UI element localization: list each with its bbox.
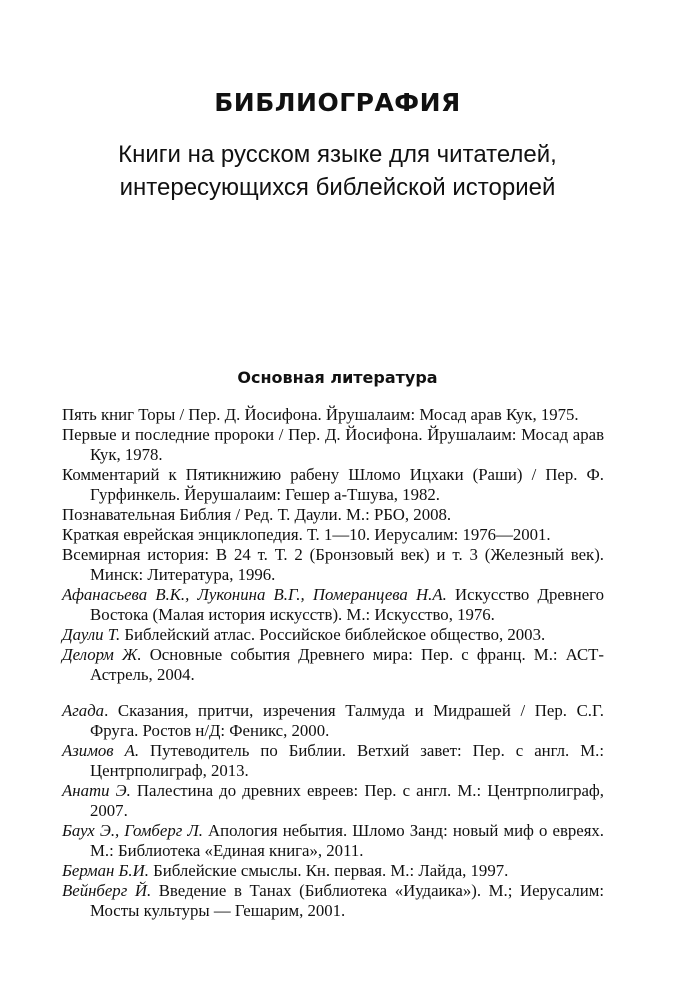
- bibliography-entry: [62, 405, 604, 425]
- bibliography-entry: [62, 701, 604, 741]
- bibliography-entry: [62, 821, 604, 861]
- bibliography-entry: [62, 741, 604, 781]
- page-title: БИБЛИОГРАФИЯ: [214, 88, 461, 117]
- bibliography-entry: [62, 881, 604, 921]
- bibliography-entry: [62, 585, 604, 625]
- entry-author: Берман Б.И.: [62, 861, 149, 880]
- section-heading: Основная литература: [237, 368, 438, 387]
- entry-text: Искусство Древнего Востока (Малая история искусств). М.: Искусство, 1976.: [90, 585, 605, 624]
- entry-text: Комментарий к Пятикнижию рабену Шломо Ицхаки (Раши) / Пер. Ф. Гурфинкель. Йерушалаим: Гешер а-Тшува, 1982.: [62, 465, 604, 504]
- entry-author: Баух Э., Гомберг Л.: [62, 821, 203, 840]
- entry-text: Введение в Танах (Библиотека «Иудаика»). М.; Иерусалим: Мосты культуры — Гешарим, 2001.: [90, 881, 604, 920]
- entry-author: Вейнберг Й.: [62, 881, 152, 900]
- bibliography-entry: [62, 505, 604, 525]
- main-bibliography-list: [62, 405, 604, 685]
- bibliography-entry: [62, 625, 604, 645]
- additional-bibliography-list: [62, 701, 604, 921]
- entry-text: Апология небытия. Шломо Занд: новый миф о евреях. М.: Библиотека «Единая книга», 2011.: [90, 821, 605, 860]
- entry-text: Всемирная история: В 24 т. Т. 2 (Бронзовый век) и т. 3 (Железный век). Минск: Литература, 1996.: [62, 545, 604, 584]
- entry-text: Библейские смыслы. Кн. первая. М.: Лайда, 1997.: [148, 861, 509, 880]
- bibliography-entry: [62, 465, 604, 505]
- entry-author: Агада: [62, 701, 105, 720]
- entry-author: Азимов А.: [62, 741, 140, 760]
- entry-author: Делорм Ж.: [62, 645, 142, 664]
- entry-text: Основные события Древнего мира: Пер. с франц. М.: АСТ-Астрель, 2004.: [90, 645, 605, 684]
- bibliography-entry: [62, 525, 604, 545]
- entry-text: Первые и последние пророки / Пер. Д. Йосифона. Йрушалаим: Мосад арав Кук, 1978.: [62, 425, 604, 464]
- entry-text: Библейский атлас. Российское библейское общество, 2003.: [120, 625, 546, 644]
- entry-text: Познавательная Библия / Ред. Т. Даули. М.: РБО, 2008.: [62, 505, 452, 524]
- entry-text: Пять книг Торы / Пер. Д. Йосифона. Йрушалаим: Мосад арав Кук, 1975.: [62, 405, 579, 424]
- entry-author: Даули Т.: [62, 625, 121, 644]
- bibliography-entry: [62, 645, 604, 685]
- bibliography-entry: [62, 781, 604, 821]
- subtitle-line-2: интересующихся библейской историей: [119, 174, 556, 201]
- bibliography-entry: [62, 545, 604, 585]
- entry-text: Путеводитель по Библии. Ветхий завет: Пер. с англ. М.: Центрполиграф, 2013.: [90, 741, 604, 780]
- subtitle-line-1: Книги на русском языке для читателей,: [118, 141, 557, 168]
- bibliography-entry: [62, 425, 604, 465]
- entry-text: . Сказания, притчи, изречения Талмуда и Мидрашей / Пер. С.Г. Фруга. Ростов н/Д: Феникс, 2000.: [90, 701, 604, 740]
- page-subtitle: [0, 138, 675, 204]
- bibliography-entry: [62, 861, 604, 881]
- entry-text: Краткая еврейская энциклопедия. Т. 1—10. Иерусалим: 1976—2001.: [62, 525, 551, 544]
- entry-author: Афанасьева В.К., Луконина В.Г., Померанцева Н.А.: [62, 585, 447, 604]
- entry-author: Анати Э.: [62, 781, 131, 800]
- entry-text: Палестина до древних евреев: Пер. с англ. М.: Центрполиграф, 2007.: [90, 781, 604, 820]
